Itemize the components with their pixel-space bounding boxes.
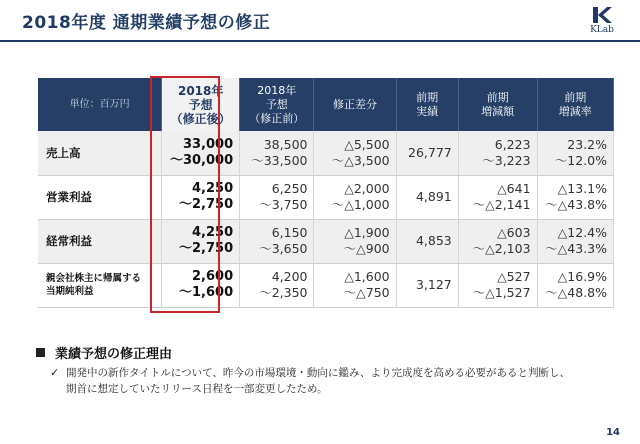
cell-prior-actual: 4,891 <box>396 175 458 219</box>
col-header-prior-actual: 前期 実績 <box>396 78 458 131</box>
logo-text: KLab <box>590 25 614 35</box>
col-header-revision-diff: 修正差分 <box>314 78 396 131</box>
col-header-forecast-original: 2018年 予想 （修正前） <box>240 78 314 131</box>
page-title: 2018年度 通期業績予想の修正 <box>22 13 271 33</box>
table-row-operating-income <box>38 175 614 219</box>
cell-yoy-amount: △527 ～△1,527 <box>458 263 537 307</box>
cell-forecast-original: 4,200 ～2,350 <box>240 263 314 307</box>
reason-text <box>50 365 620 397</box>
table-row-ordinary-income <box>38 219 614 263</box>
reason-heading <box>36 343 172 362</box>
check-icon: ✓ <box>50 366 60 379</box>
page-number: 14 <box>606 427 620 438</box>
col-header-yoy-rate: 前期 増減率 <box>537 78 613 131</box>
table-header-row <box>38 78 614 131</box>
klab-logo <box>578 6 626 40</box>
cell-forecast-original: 38,500 ～33,500 <box>240 131 314 175</box>
table-row-sales <box>38 131 614 175</box>
cell-revision-diff: △1,900 ～△900 <box>314 219 396 263</box>
row-label: 親会社株主に帰属する 当期純利益 <box>38 263 162 307</box>
cell-yoy-rate: 23.2% ～12.0% <box>537 131 613 175</box>
klab-logo-icon <box>591 6 613 24</box>
row-label: 経常利益 <box>38 219 162 263</box>
reason-line-2: 期首に想定していたリリース日程を一部変更したため。 <box>66 383 328 395</box>
row-label: 営業利益 <box>38 175 162 219</box>
forecast-table <box>38 78 614 308</box>
cell-revision-diff: △5,500 ～△3,500 <box>314 131 396 175</box>
cell-yoy-rate: △13.1% ～△43.8% <box>537 175 613 219</box>
cell-yoy-rate: △12.4% ～△43.3% <box>537 219 613 263</box>
reason-line-1: 開発中の新作タイトルについて、昨今の市場環境・動向に鑑み、より完成度を高める必要があると判断し、 <box>66 367 570 379</box>
cell-prior-actual: 26,777 <box>396 131 458 175</box>
col-header-yoy-amount: 前期 増減額 <box>458 78 537 131</box>
cell-revision-diff: △1,600 ～△750 <box>314 263 396 307</box>
reason-heading-text: 業績予想の修正理由 <box>55 347 173 362</box>
cell-forecast-revised: 4,250 ～2,750 <box>162 175 240 219</box>
cell-yoy-amount: 6,223 ～3,223 <box>458 131 537 175</box>
cell-forecast-original: 6,150 ～3,650 <box>240 219 314 263</box>
cell-yoy-amount: △641 ～△2,141 <box>458 175 537 219</box>
cell-forecast-original: 6,250 ～3,750 <box>240 175 314 219</box>
row-label: 売上高 <box>38 131 162 175</box>
cell-prior-actual: 4,853 <box>396 219 458 263</box>
cell-yoy-rate: △16.9% ～△48.8% <box>537 263 613 307</box>
cell-forecast-revised: 4,250 ～2,750 <box>162 219 240 263</box>
cell-forecast-revised: 33,000 ～30,000 <box>162 131 240 175</box>
cell-revision-diff: △2,000 ～△1,000 <box>314 175 396 219</box>
square-bullet-icon <box>36 348 45 357</box>
unit-label: 単位：百万円 <box>38 78 162 131</box>
col-header-forecast-revised: 2018年 予想 （修正後） <box>162 78 240 131</box>
cell-yoy-amount: △603 ～△2,103 <box>458 219 537 263</box>
cell-prior-actual: 3,127 <box>396 263 458 307</box>
title-divider <box>0 40 640 42</box>
table-row-net-income <box>38 263 614 307</box>
cell-forecast-revised: 2,600 ～1,600 <box>162 263 240 307</box>
